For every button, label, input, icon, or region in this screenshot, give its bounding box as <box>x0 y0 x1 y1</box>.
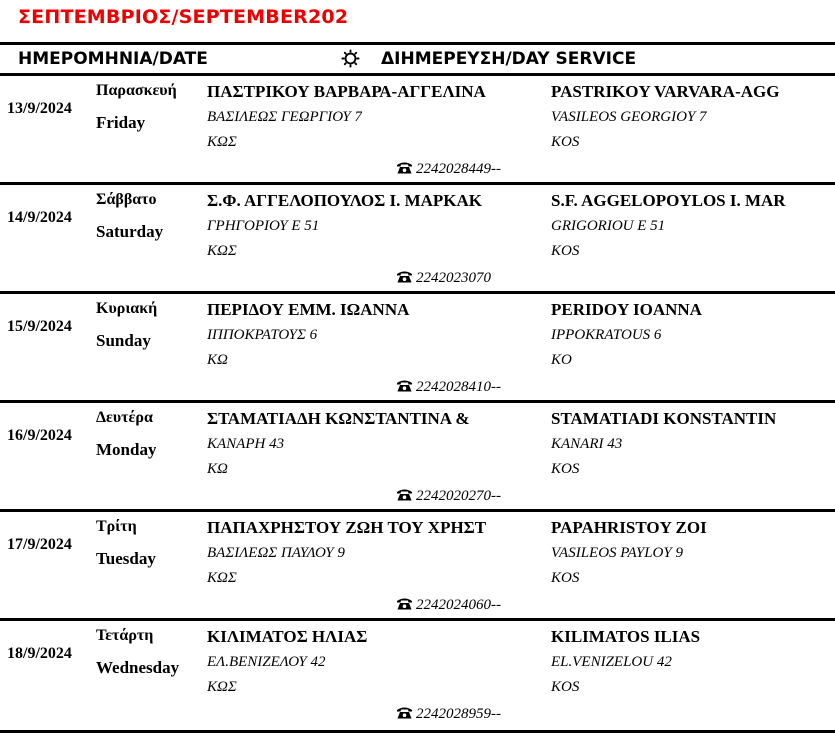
pharmacy-name-greek: ΠΑΠΑΧΡΗΣΤΟΥ ΖΩΗ ΤΟΥ ΧΡΗΣΤ <box>207 518 487 537</box>
phone-number-text: 2242028959-- <box>416 706 501 722</box>
city-greek: ΚΩΣ <box>207 570 237 586</box>
entry-divider <box>0 509 835 512</box>
pharmacy-name-greek: ΣΤΑΜΑΤΙΑΔΗ ΚΩΝΣΤΑΝΤΙΝΑ & <box>207 409 470 428</box>
phone-number <box>396 706 501 723</box>
entry-date: 13/9/2024 <box>7 100 72 117</box>
sun-outline-icon <box>341 49 360 68</box>
schedule-entry <box>0 409 835 519</box>
address-greek: ΕΛ.ΒΕΝΙΖΕΛΟΥ 42 <box>207 654 326 670</box>
entry-day-english: Monday <box>96 440 157 459</box>
phone-number-text: 2242024060-- <box>416 597 501 613</box>
entry-date: 16/9/2024 <box>7 427 72 444</box>
entry-divider <box>0 291 835 294</box>
telephone-icon <box>396 597 413 610</box>
entry-date: 17/9/2024 <box>7 536 72 553</box>
schedule-entry <box>0 518 835 628</box>
phone-number <box>396 379 501 396</box>
entry-divider <box>0 182 835 185</box>
pharmacy-name-english: STAMATIADI KONSTANTIN <box>551 409 777 428</box>
schedule-entry <box>0 627 835 737</box>
telephone-icon <box>396 488 413 501</box>
city-english: KOS <box>551 679 580 695</box>
pharmacy-name-english: PERIDOY IOANNA <box>551 300 702 319</box>
pharmacy-name-greek: ΚΙΛΙΜΑΤΟΣ ΗΛΙΑΣ <box>207 627 368 646</box>
city-greek: ΚΩ <box>207 461 228 477</box>
entry-date: 18/9/2024 <box>7 645 72 662</box>
header-bottom-divider <box>0 73 835 76</box>
phone-number <box>396 488 501 505</box>
telephone-icon <box>396 379 413 392</box>
entry-date: 15/9/2024 <box>7 318 72 335</box>
city-greek: ΚΩΣ <box>207 243 237 259</box>
entry-day-greek: Παρασκευή <box>96 82 177 99</box>
entry-date: 14/9/2024 <box>7 209 72 226</box>
pharmacy-name-greek: Σ.Φ. ΑΓΓΕΛΟΠΟΥΛΟΣ Ι. ΜΑΡΚΑΚ <box>207 191 483 210</box>
entry-day-english: Sunday <box>96 331 151 350</box>
city-greek: ΚΩΣ <box>207 134 237 150</box>
phone-number <box>396 270 491 287</box>
pharmacy-name-english: PASTRIKOY VARVARA-AGG <box>551 82 780 101</box>
telephone-icon <box>396 706 413 719</box>
page-title: ΣΕΠΤΕΜΒΡΙΟΣ/SEPTEMBER202 <box>18 6 349 28</box>
city-greek: ΚΩΣ <box>207 679 237 695</box>
address-english: KANARI 43 <box>551 436 623 452</box>
phone-number-text: 2242020270-- <box>416 488 501 504</box>
entry-day-greek: Τρίτη <box>96 518 137 535</box>
city-english: KOS <box>551 243 580 259</box>
entry-day-greek: Κυριακή <box>96 300 158 317</box>
pharmacy-name-english: KILIMATOS ILIAS <box>551 627 701 646</box>
entry-day-english: Saturday <box>96 222 164 241</box>
phone-number <box>396 597 501 614</box>
pharmacy-name-english: S.F. AGGELOPOYLOS I. MAR <box>551 191 786 210</box>
address-english: EL.VENIZELOU 42 <box>551 654 672 670</box>
telephone-icon <box>396 161 413 174</box>
entry-day-english: Friday <box>96 113 146 132</box>
city-english: KOS <box>551 134 580 150</box>
phone-number-text: 2242028449-- <box>416 161 501 177</box>
schedule-entry <box>0 191 835 301</box>
table-header <box>0 44 835 74</box>
phone-number <box>396 161 501 178</box>
day-service-column-header: ΔΙΗΜΕΡΕΥΣΗ/DAY SERVICE <box>381 49 637 69</box>
address-greek: ΙΠΠΟΚΡΑΤΟΥΣ 6 <box>207 327 318 343</box>
address-greek: ΚΑΝΑΡΗ 43 <box>207 436 285 452</box>
entry-day-english: Tuesday <box>96 549 156 568</box>
address-greek: ΒΑΣΙΛΕΩΣ ΠΑΥΛΟΥ 9 <box>207 545 345 561</box>
address-english: IPPOKRATOUS 6 <box>551 327 662 343</box>
telephone-icon <box>396 270 413 283</box>
entry-divider <box>0 400 835 403</box>
phone-number-text: 2242028410-- <box>416 379 501 395</box>
city-english: KOS <box>551 570 580 586</box>
address-english: GRIGORIOU E 51 <box>551 218 666 234</box>
city-greek: ΚΩ <box>207 352 228 368</box>
date-column-header: ΗΜΕΡΟΜΗΝΙΑ/DATE <box>18 49 208 69</box>
phone-number-text: 2242023070 <box>416 270 491 286</box>
address-english: VASILEOS PAYLOY 9 <box>551 545 683 561</box>
schedule-entry <box>0 300 835 410</box>
entry-divider <box>0 730 835 733</box>
city-english: KOS <box>551 461 580 477</box>
pharmacy-name-greek: ΠΑΣΤΡΙΚΟΥ ΒΑΡΒΑΡΑ-ΑΓΓΕΛΙΝΑ <box>207 82 486 101</box>
entry-day-greek: Δευτέρα <box>96 409 153 426</box>
address-greek: ΓΡΗΓΟΡΙΟΥ Ε 51 <box>207 218 320 234</box>
entry-day-greek: Σάββατο <box>96 191 157 208</box>
entry-day-english: Wednesday <box>96 658 180 677</box>
schedule-entry <box>0 82 835 192</box>
pharmacy-name-greek: ΠΕΡΙΔΟΥ ΕΜΜ. ΙΩΑΝΝΑ <box>207 300 410 319</box>
city-english: KO <box>551 352 572 368</box>
entry-divider <box>0 618 835 621</box>
pharmacy-name-english: PAPAHRISTOY ZOI <box>551 518 707 537</box>
address-english: VASILEOS GEORGIOY 7 <box>551 109 707 125</box>
address-greek: ΒΑΣΙΛΕΩΣ ΓΕΩΡΓΙΟΥ 7 <box>207 109 363 125</box>
entry-day-greek: Τετάρτη <box>96 627 154 644</box>
